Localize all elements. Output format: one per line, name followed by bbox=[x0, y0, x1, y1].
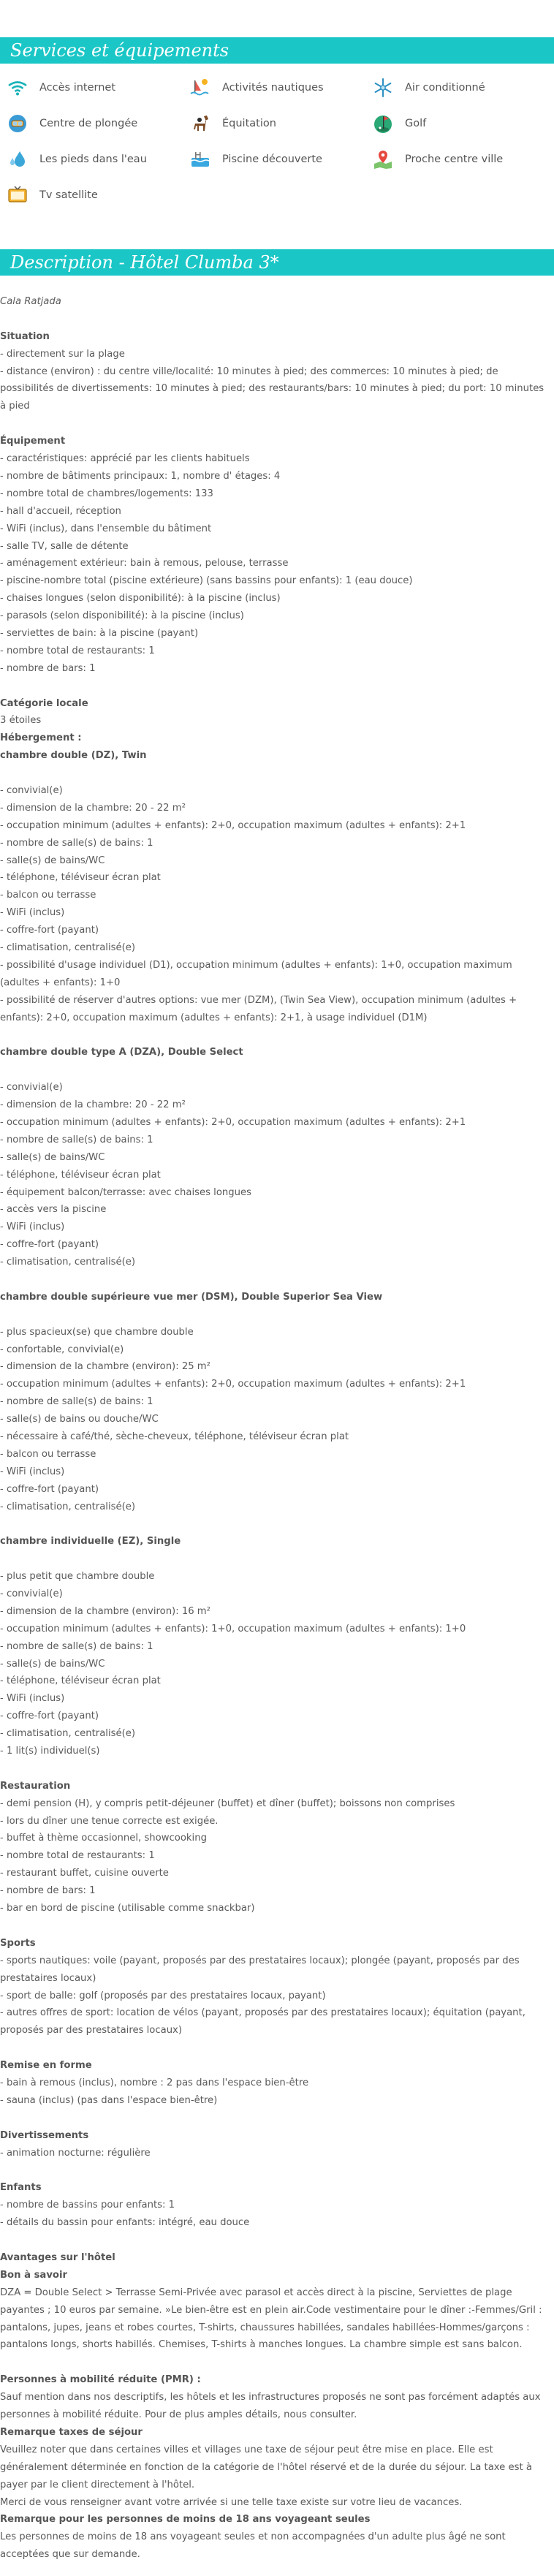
description-line: - dimension de la chambre (environ): 16 m² bbox=[0, 1605, 210, 1617]
service-item bbox=[371, 113, 426, 134]
description-line: - salle(s) de bains/WC bbox=[0, 1658, 105, 1670]
service-item bbox=[6, 185, 98, 205]
description-line bbox=[0, 1271, 548, 1289]
service-label: Golf bbox=[405, 118, 427, 129]
description-line: - possibilité de réserver d'autres options: vue mer (DZM), (Twin Sea View), occupation minimum (adultes + enfants): 2+0, occupation maximum (adultes + enfants): 2+1, à usage individuel (D1M) bbox=[0, 994, 517, 1023]
service-label: Équitation bbox=[222, 118, 276, 129]
description-line: - accès vers la piscine bbox=[0, 1204, 107, 1216]
description-heading: Remarque taxes de séjour bbox=[0, 2426, 143, 2438]
description-line: - bain à remous (inclus), nombre : 2 pas dans l'espace bien-être bbox=[0, 2077, 309, 2089]
service-label: Les pieds dans l'eau bbox=[39, 154, 147, 165]
description-line: - téléphone, téléviseur écran plat bbox=[0, 1169, 161, 1181]
description-heading: Catégorie locale bbox=[0, 697, 88, 709]
snowflake-icon bbox=[371, 77, 395, 98]
description-line: Sauf mention dans nos descriptifs, les hôtels et les infrastructures proposés ne sont pas forcément adaptés aux personnes à mobilité réduite. Pour de plus amples détails, nous consulter. bbox=[0, 2392, 541, 2421]
service-item bbox=[6, 77, 115, 98]
description-line bbox=[0, 415, 548, 433]
description-line: - piscine-nombre total (piscine extérieure) (sans bassins pour enfants): 1 (eau douce) bbox=[0, 575, 413, 587]
description-line: Les personnes de moins de 18 ans voyageant seules et non accompagnées d'un adulte plus âgé ne sont acceptées que sur demande. bbox=[0, 2531, 506, 2561]
map-pin-icon bbox=[371, 149, 395, 170]
description-line: - nombre total de chambres/logements: 133 bbox=[0, 488, 213, 499]
services-section-header bbox=[0, 37, 554, 64]
description-line: - hall d'accueil, réception bbox=[0, 505, 121, 517]
description-line: - nombre de bars: 1 bbox=[0, 662, 96, 674]
service-label: Tv satellite bbox=[39, 189, 98, 201]
description-heading: chambre individuelle (EZ), Single bbox=[0, 1536, 181, 1548]
description-heading: chambre double supérieure vue mer (DSM), Double Superior Sea View bbox=[0, 1291, 383, 1303]
golf-icon bbox=[371, 113, 395, 134]
description-line bbox=[0, 1061, 548, 1079]
description-line: - restaurant buffet, cuisine ouverte bbox=[0, 1868, 169, 1879]
description-line: - dimension de la chambre: 20 - 22 m² bbox=[0, 802, 186, 814]
service-label: Accès internet bbox=[39, 82, 116, 94]
description-line bbox=[0, 2110, 548, 2127]
description-line: - autres offres de sport: location de vélos (payant, proposés par des prestataires locaux); équitation (payant, proposés par des prestataires locaux) bbox=[0, 2007, 525, 2037]
description-line: - salle TV, salle de détente bbox=[0, 540, 129, 552]
service-label: Centre de plongée bbox=[39, 118, 138, 129]
description-line: - sauna (inclus) (pas dans l'espace bien-être) bbox=[0, 2094, 218, 2106]
description-line: - détails du bassin pour enfants: intégré, eau douce bbox=[0, 2217, 250, 2229]
description-heading: chambre double (DZ), Twin bbox=[0, 750, 147, 762]
pool-icon bbox=[189, 149, 212, 170]
description-line bbox=[0, 311, 548, 328]
description-line: - balcon ou terrasse bbox=[0, 890, 96, 901]
water-sports-icon bbox=[189, 77, 212, 98]
description-line: - parasols (selon disponibilité): à la piscine (inclus) bbox=[0, 610, 244, 622]
description-line: - nécessaire à café/thé, sèche-cheveux, téléphone, téléviseur écran plat bbox=[0, 1431, 349, 1442]
description-line: - chaises longues (selon disponibilité): à la piscine (inclus) bbox=[0, 593, 281, 605]
description-line: DZA = Double Select > Terrasse Semi-Privée avec parasol et accès direct à la piscine, Serviettes de plage payantes ; 10 euros par semaine. »Le bien-être est en plein air.Code vestimentaire pour le dîner :-Femmes/Gril : pantalons, jupes, jeans et robes courtes, T-shirts, chaussures habillées, sandales habillées-Hommes/garçons : pantalons longs, shorts habillés. Chemises, T-shirts à manches longues. La chambre simple est sans balcon. bbox=[0, 2287, 542, 2351]
description-line: - convivial(e) bbox=[0, 1082, 63, 1094]
description-line: - climatisation, centralisé(e) bbox=[0, 1728, 135, 1740]
description-heading: Restauration bbox=[0, 1780, 71, 1792]
description-line bbox=[0, 678, 548, 695]
description-heading: Situation bbox=[0, 330, 50, 342]
description-line bbox=[0, 1306, 548, 1324]
description-line: - directement sur la plage bbox=[0, 348, 125, 360]
description-line: - nombre de bassins pour enfants: 1 bbox=[0, 2200, 175, 2211]
description-line: - occupation minimum (adultes + enfants): 2+0, occupation maximum (adultes + enfants): 2+1 bbox=[0, 1116, 466, 1128]
description-line bbox=[0, 1515, 548, 1533]
description-section-header bbox=[0, 249, 554, 276]
description-line: - salle(s) de bains ou douche/WC bbox=[0, 1414, 159, 1425]
description-heading: Divertissements bbox=[0, 2129, 89, 2141]
description-line bbox=[0, 2162, 548, 2179]
description-line: Veuillez noter que dans certaines villes et villages une taxe de séjour peut être mise en place. Elle est généralement déterminée en fonction de la catégorie de l'hôtel réservé et de la durée du séjour. La taxe est à payer par le client directement à l'hôtel. bbox=[0, 2444, 532, 2490]
description-line: - climatisation, centralisé(e) bbox=[0, 1257, 135, 1268]
water-drop-icon bbox=[6, 149, 29, 170]
description-line: - convivial(e) bbox=[0, 1588, 63, 1600]
description-line: - climatisation, centralisé(e) bbox=[0, 942, 135, 953]
description-line: - salle(s) de bains/WC bbox=[0, 1151, 105, 1163]
description-line: - salle(s) de bains/WC bbox=[0, 855, 105, 866]
description-line bbox=[0, 765, 548, 782]
tv-icon bbox=[6, 185, 29, 205]
description-line: - nombre total de restaurants: 1 bbox=[0, 645, 155, 656]
description-line: - serviettes de bain: à la piscine (payant) bbox=[0, 627, 199, 639]
service-label: Proche centre ville bbox=[405, 154, 504, 165]
description-line: - nombre de salle(s) de bains: 1 bbox=[0, 1396, 153, 1408]
description-line bbox=[0, 2354, 548, 2371]
description-line: - WiFi (inclus) bbox=[0, 1693, 65, 1705]
description-line: - 1 lit(s) individuel(s) bbox=[0, 1746, 100, 1757]
service-item bbox=[6, 149, 147, 170]
description-line: - climatisation, centralisé(e) bbox=[0, 1501, 135, 1512]
description-line: - coffre-fort (payant) bbox=[0, 1483, 99, 1495]
description-line: - plus petit que chambre double bbox=[0, 1571, 155, 1583]
description-line: Merci de vous renseigner avant votre arrivée si une telle taxe existe sur votre lieu de vacances. bbox=[0, 2496, 463, 2508]
hotel-description bbox=[0, 293, 548, 2564]
description-line bbox=[0, 2232, 548, 2249]
service-item bbox=[6, 113, 137, 134]
description-heading: Personnes à mobilité réduite (PMR) : bbox=[0, 2374, 201, 2386]
services-title: Services et équipements bbox=[10, 40, 229, 61]
description-heading: Remarque pour les personnes de moins de 18 ans voyageant seules bbox=[0, 2514, 371, 2526]
service-label: Piscine découverte bbox=[222, 154, 322, 165]
description-line bbox=[0, 1917, 548, 1935]
description-heading: Hébergement : bbox=[0, 732, 82, 744]
description-line: - occupation minimum (adultes + enfants): 2+0, occupation maximum (adultes + enfants): 2+1 bbox=[0, 819, 466, 831]
description-line: - coffre-fort (payant) bbox=[0, 1239, 99, 1251]
description-line: - possibilité d'usage individuel (D1), occupation minimum (adultes + enfants): 1+0, occupation maximum (adultes + enfants): 1+0 bbox=[0, 959, 512, 988]
service-item bbox=[371, 149, 503, 170]
diving-icon bbox=[6, 113, 29, 134]
description-line: - lors du dîner une tenue correcte est exigée. bbox=[0, 1815, 219, 1827]
service-item bbox=[189, 77, 324, 98]
description-line: - confortable, convivial(e) bbox=[0, 1344, 124, 1355]
description-line: - coffre-fort (payant) bbox=[0, 1711, 99, 1722]
service-item bbox=[189, 113, 276, 134]
description-line: - occupation minimum (adultes + enfants): 1+0, occupation maximum (adultes + enfants): 1+0 bbox=[0, 1623, 466, 1634]
description-line: - distance (environ) : du centre ville/localité: 10 minutes à pied; des commerces: 10 minutes à pied; de possibilités de divertissements: 10 minutes à pied; des restaurants/bars: 10 minutes à pied; du port: 10 minutes à pied bbox=[0, 365, 544, 412]
description-line bbox=[0, 2039, 548, 2057]
description-heading: Avantages sur l'hôtel bbox=[0, 2251, 115, 2263]
description-line: - buffet à thème occasionnel, showcooking bbox=[0, 1833, 207, 1844]
description-heading: Bon à savoir bbox=[0, 2269, 68, 2281]
description-line: - animation nocturne: régulière bbox=[0, 2147, 151, 2159]
description-line: - nombre de salle(s) de bains: 1 bbox=[0, 1640, 153, 1652]
description-heading: chambre double type A (DZA), Double Select bbox=[0, 1047, 243, 1058]
description-line bbox=[0, 1760, 548, 1778]
description-line: - dimension de la chambre: 20 - 22 m² bbox=[0, 1099, 186, 1111]
service-item bbox=[371, 77, 485, 98]
description-line: - aménagement extérieur: bain à remous, pelouse, terrasse bbox=[0, 558, 289, 569]
description-line: - convivial(e) bbox=[0, 784, 63, 796]
description-line: - sports nautiques: voile (payant, proposés par des prestataires locaux); plongée (payant, proposés par des prestataires locaux) bbox=[0, 1955, 520, 1984]
description-heading: Remise en forme bbox=[0, 2060, 92, 2072]
service-label: Activités nautiques bbox=[222, 82, 324, 94]
description-line: - occupation minimum (adultes + enfants): 2+0, occupation maximum (adultes + enfants): 2+1 bbox=[0, 1379, 466, 1390]
description-line: - WiFi (inclus) bbox=[0, 907, 65, 919]
description-line: 3 étoiles bbox=[0, 715, 42, 727]
horse-icon bbox=[189, 113, 212, 134]
service-label: Air conditionné bbox=[405, 82, 485, 94]
wifi-icon bbox=[6, 77, 29, 98]
description-line: - nombre de bâtiments principaux: 1, nombre d' étages: 4 bbox=[0, 470, 281, 482]
description-line: - équipement balcon/terrasse: avec chaises longues bbox=[0, 1186, 251, 1198]
description-line: - nombre total de restaurants: 1 bbox=[0, 1850, 155, 1862]
description-line bbox=[0, 1027, 548, 1045]
description-line: - balcon ou terrasse bbox=[0, 1448, 96, 1460]
description-line: Cala Ratjada bbox=[0, 296, 61, 307]
description-line: - caractéristiques: apprécié par les clients habituels bbox=[0, 453, 250, 465]
description-line bbox=[0, 1550, 548, 1568]
description-line: - nombre de salle(s) de bains: 1 bbox=[0, 1134, 153, 1145]
service-item bbox=[189, 149, 322, 170]
description-line: - dimension de la chambre (environ): 25 m² bbox=[0, 1361, 210, 1373]
description-line: - WiFi (inclus), dans l'ensemble du bâtiment bbox=[0, 523, 212, 534]
description-line: - plus spacieux(se) que chambre double bbox=[0, 1326, 194, 1338]
description-line: - coffre-fort (payant) bbox=[0, 925, 99, 936]
description-line: - nombre de bars: 1 bbox=[0, 1885, 96, 1897]
description-line: - nombre de salle(s) de bains: 1 bbox=[0, 837, 153, 849]
description-heading: Équipement bbox=[0, 436, 66, 447]
description-line: - sport de balle: golf (proposés par des prestataires locaux, payant) bbox=[0, 1990, 326, 2001]
description-heading: Sports bbox=[0, 1937, 36, 1949]
description-line: - bar en bord de piscine (utilisable comme snackbar) bbox=[0, 1903, 255, 1914]
description-line: - WiFi (inclus) bbox=[0, 1221, 65, 1233]
description-line: - demi pension (H), y compris petit-déjeuner (buffet) et dîner (buffet); boissons non comprises bbox=[0, 1797, 455, 1809]
description-line: - téléphone, téléviseur écran plat bbox=[0, 872, 161, 884]
description-line: - WiFi (inclus) bbox=[0, 1466, 65, 1477]
description-title: Description - Hôtel Clumba 3* bbox=[10, 252, 279, 273]
description-line: - téléphone, téléviseur écran plat bbox=[0, 1675, 161, 1687]
description-heading: Enfants bbox=[0, 2182, 42, 2194]
